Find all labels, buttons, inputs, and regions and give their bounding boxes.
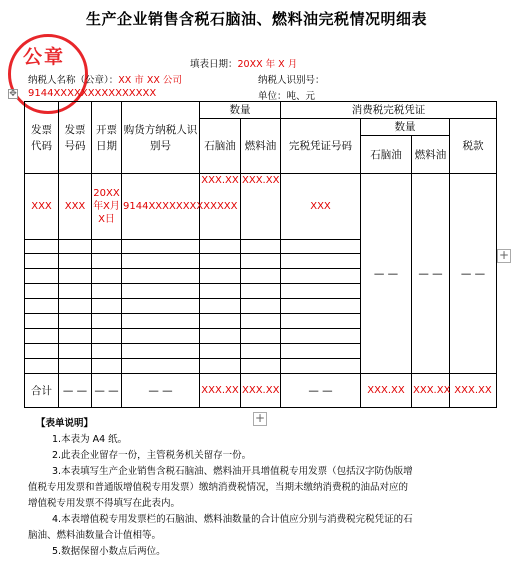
note-3-line-1: 3.本表填写生产企业销售含税石脑油、燃料油开具增值税专用发票（包括汉字防伪版增 <box>52 466 413 477</box>
col-cert-group: 消费税完税凭证 <box>281 102 497 119</box>
note-3-line-2: 值税专用发票和普通版增值税专用发票）缴纳消费税情况，当期未缴纳消费税的油品对应的 <box>28 482 409 493</box>
col-invoice-code: 发票代码 <box>25 102 59 174</box>
total-buyer-id-dash: — — <box>122 374 200 408</box>
form-notes <box>24 416 504 560</box>
total-label: 合计 <box>25 374 59 408</box>
total-cert-no-dash: — — <box>281 374 361 408</box>
fill-date-label: 填表日期： <box>190 59 238 70</box>
table-row <box>25 174 497 240</box>
col-invoice-no: 发票号码 <box>59 102 92 174</box>
add-row-button[interactable]: + <box>254 411 266 425</box>
cert-naphtha-dash: — — <box>361 174 412 374</box>
cert-tax-dash: — — <box>450 174 497 374</box>
cert-fuel-oil-dash: — — <box>412 174 450 374</box>
note-3-line-3: 增值税专用发票不得填写在此表内。 <box>28 498 181 509</box>
col-invoice-date: 开票日期 <box>92 102 122 174</box>
col-fuel-oil: 燃料油 <box>241 119 281 174</box>
col-buyer-id: 购货方纳税人识别号 <box>122 102 200 174</box>
total-tax: XXX.XX <box>450 374 497 408</box>
taxpayer-id-value: 9144XXXXXXXXXXXXXXX <box>28 88 157 99</box>
row1-invoice-date: 20XX年X月X日 <box>92 174 122 240</box>
col-naphtha: 石脑油 <box>200 119 241 174</box>
fill-date-value: 20XX 年 X 月 <box>237 59 298 70</box>
note-4-line-1: 4.本表增值税专用发票栏的石脑油、燃料油数量的合计值应分别与消费税完税凭证的石 <box>52 514 413 525</box>
col-cert-quantity: 数量 <box>361 119 450 136</box>
row1-naphtha: XXX.XX <box>200 174 241 240</box>
fill-date <box>190 56 297 70</box>
unit-label: 单位：吨、元 <box>258 91 316 102</box>
row1-invoice-no: XXX <box>59 174 92 240</box>
form-title: 生产企业销售含税石脑油、燃料油完税情况明细表 <box>85 10 427 28</box>
table-move-handle-icon[interactable]: ✥ <box>9 89 17 99</box>
taxpayer-name <box>28 72 182 86</box>
total-cert-naphtha: XXX.XX <box>361 374 412 408</box>
taxpayer-id-label: 纳税人识别号： <box>258 75 325 86</box>
col-quantity: 数量 <box>200 102 281 119</box>
total-fuel-oil: XXX.XX <box>241 374 281 408</box>
row1-fuel-oil: XXX.XX <box>241 174 281 240</box>
note-1: 1.本表为 A4 纸。 <box>52 434 128 445</box>
taxpayer-name-value: XX 市 XX 公司 <box>118 75 182 86</box>
total-naphtha: XXX.XX <box>200 374 241 408</box>
col-tax: 税款 <box>450 119 497 174</box>
official-seal-label: 公章 <box>23 46 66 68</box>
note-5: 5.数据保留小数点后两位。 <box>52 546 166 557</box>
col-cert-no: 完税凭证号码 <box>281 119 361 174</box>
note-4-line-2: 脑油、燃料油数量合计值相等。 <box>28 530 162 541</box>
add-column-button[interactable]: + <box>498 248 510 262</box>
row1-invoice-code: XXX <box>25 174 59 240</box>
total-invoice-date-dash: — — <box>92 374 122 408</box>
total-cert-fuel-oil: XXX.XX <box>412 374 450 408</box>
notes-heading: 【表单说明】 <box>36 418 94 429</box>
invoice-detail-table <box>24 101 497 408</box>
row1-cert-no: XXX <box>281 174 361 240</box>
col-cert-fuel-oil: 燃料油 <box>412 136 450 174</box>
note-2: 2.此表企业留存一份，主管税务机关留存一份。 <box>52 450 252 461</box>
total-invoice-no-dash: — — <box>59 374 92 408</box>
col-cert-naphtha: 石脑油 <box>361 136 412 174</box>
taxpayer-name-label: 纳税人名称（公章）： <box>28 75 119 86</box>
total-row <box>25 374 497 408</box>
row1-buyer-id: 9144XXXXXXXXXXXXX <box>122 174 200 240</box>
